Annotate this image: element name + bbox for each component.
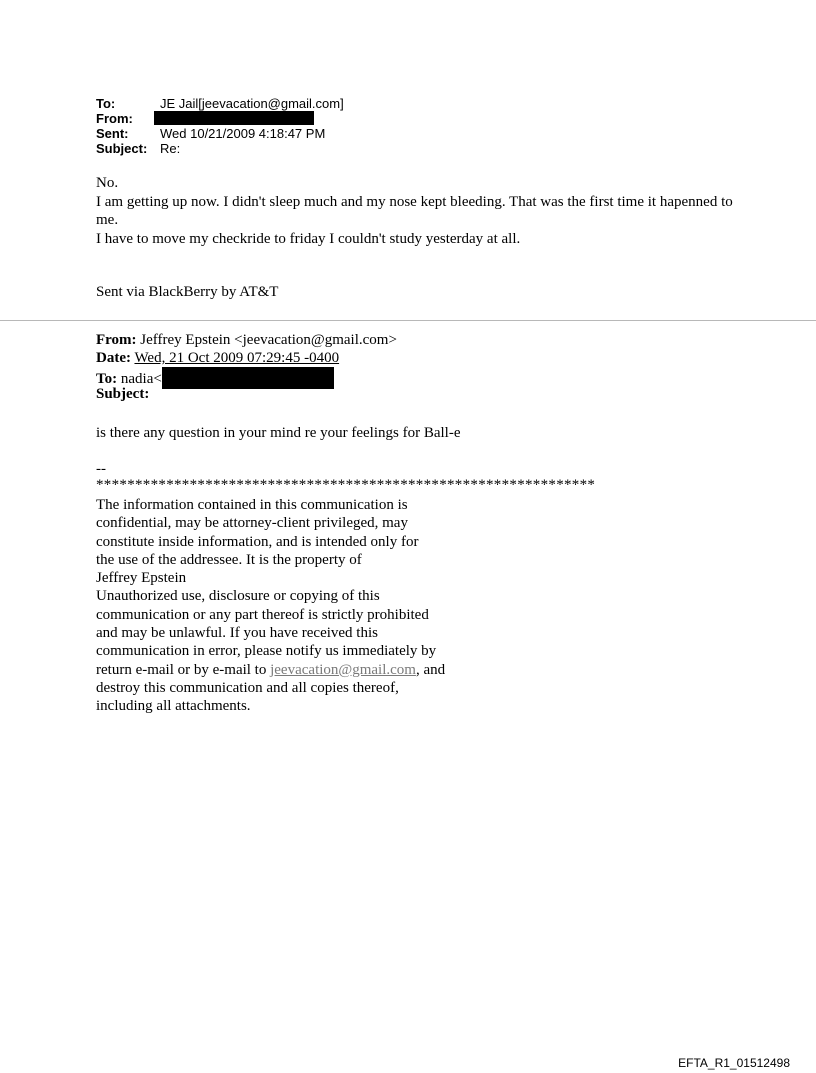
header-sent-row — [96, 126, 344, 141]
document-id: EFTA_R1_01512498 — [678, 1056, 790, 1070]
disclaimer-line: Jeffrey Epstein — [96, 570, 187, 587]
disclaimer-line: the use of the addressee. It is the property of — [96, 551, 362, 568]
quoted-to-value: nadia< — [117, 371, 162, 387]
from-label: From: — [96, 111, 133, 126]
signature-stars: **************************************************************** — [96, 477, 596, 493]
quoted-date-label: Date: — [96, 350, 131, 366]
header-subject-row — [96, 141, 344, 156]
quoted-to-label: To: — [96, 371, 118, 387]
header-to-row — [96, 96, 344, 111]
disclaimer-line: communication or any part thereof is strictly prohibited — [96, 606, 429, 623]
email-link[interactable]: jeevacation@gmail.com — [270, 661, 416, 678]
to-label: To: — [96, 96, 116, 111]
quoted-to-row — [96, 367, 397, 385]
disclaimer-line: communication in error, please notify us immediately by — [96, 643, 437, 660]
quoted-from-row — [96, 331, 397, 349]
quoted-from-label: From: — [96, 332, 137, 348]
quoted-from-value: Jeffrey Epstein <jeevacation@gmail.com> — [136, 332, 397, 348]
quoted-message: is there any question in your mind re your feelings for Ball-e — [96, 425, 461, 441]
body-line-1: No. — [96, 175, 119, 191]
header-from-row — [96, 111, 344, 126]
disclaimer-line: confidential, may be attorney-client privileged, may — [96, 515, 408, 532]
email-header — [96, 96, 344, 156]
device-signature: Sent via BlackBerry by AT&T — [96, 284, 279, 300]
disclaimer-line: including all attachments. — [96, 698, 251, 715]
disclaimer-return-prefix: return e-mail or by e-mail to — [96, 661, 271, 678]
confidentiality-disclaimer — [96, 496, 445, 716]
quoted-date-value: Wed, 21 Oct 2009 07:29:45 -0400 — [134, 350, 340, 366]
sent-value: Wed 10/21/2009 4:18:47 PM — [160, 126, 326, 141]
disclaimer-line: Unauthorized use, disclosure or copying of this — [96, 588, 380, 605]
redaction-box — [154, 111, 314, 125]
email-body — [96, 174, 736, 248]
disclaimer-return-line — [96, 661, 445, 679]
message-divider — [0, 320, 816, 321]
disclaimer-line: and may be unlawful. If you have received this — [96, 625, 378, 642]
sent-label: Sent: — [96, 126, 129, 141]
disclaimer-return-suffix: , and — [415, 661, 446, 678]
subject-label: Subject: — [96, 141, 148, 156]
quoted-date-row — [96, 349, 397, 367]
to-value: JE Jail[jeevacation@gmail.com] — [160, 96, 344, 111]
quoted-subject-label: Subject: — [96, 386, 150, 402]
signature-dashes: -- — [96, 461, 106, 477]
body-line-3: I have to move my checkride to friday I couldn't study yesterday at all. — [96, 230, 521, 247]
body-line-2: I am getting up now. I didn't sleep much and my nose kept bleeding. That was the first time it hapenned to me. — [96, 193, 733, 228]
redaction-box — [162, 367, 334, 389]
disclaimer-line: constitute inside information, and is intended only for — [96, 533, 419, 550]
quoted-header — [96, 331, 397, 403]
disclaimer-line: destroy this communication and all copies thereof, — [96, 679, 399, 696]
subject-value: Re: — [160, 141, 181, 156]
disclaimer-line: The information contained in this communication is — [96, 497, 408, 513]
